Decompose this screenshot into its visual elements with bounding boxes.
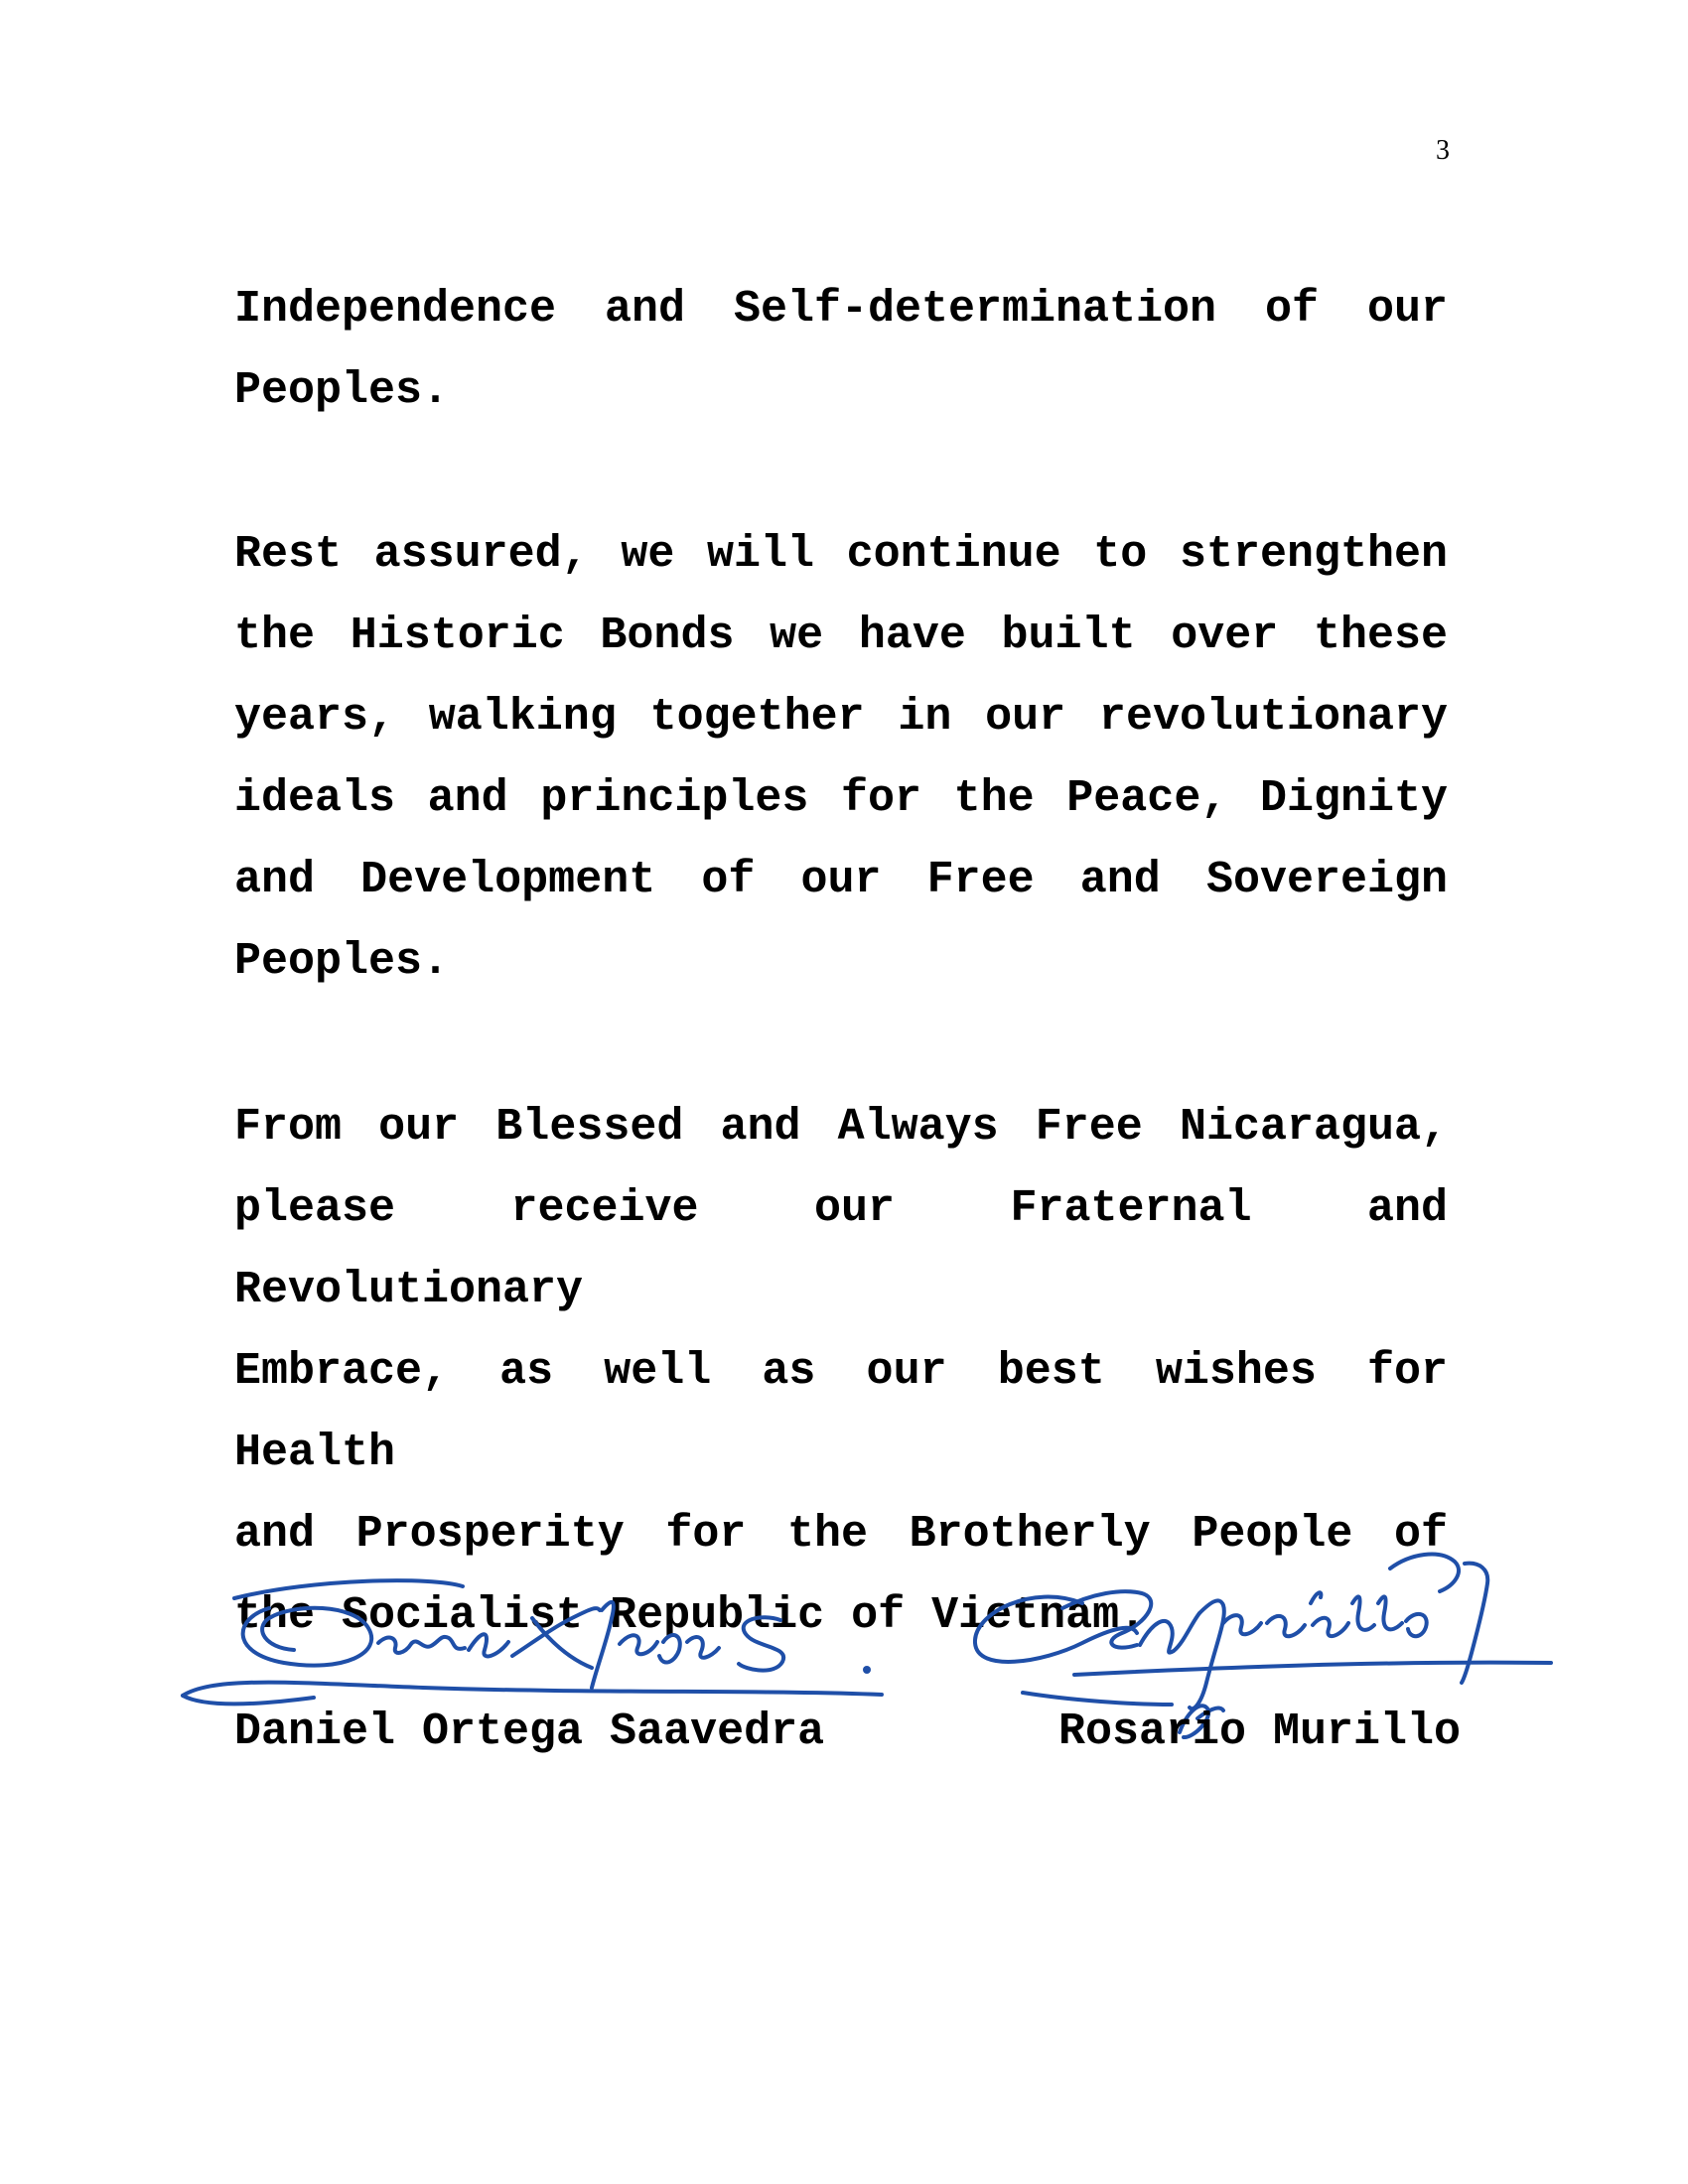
text-line: years, walking together in our revolutionary [234, 692, 1448, 743]
text-line: and Prosperity for the Brotherly People of [234, 1509, 1448, 1560]
signatory-name-2: Rosario Murillo [1058, 1706, 1462, 1757]
text-line: Peoples. [234, 365, 450, 416]
text-line: the Historic Bonds we have built over these [234, 611, 1448, 661]
text-line: From our Blessed and Always Free Nicaragua, [234, 1102, 1448, 1153]
text-line: Rest assured, we will continue to strengthen [234, 529, 1448, 580]
text-line: please receive our Fraternal and Revolutionary [234, 1183, 1448, 1315]
text-line: and Development of our Free and Sovereign [234, 855, 1448, 905]
signatory-name-1: Daniel Ortega Saavedra [234, 1706, 825, 1757]
text-line: Independence and Self-determination of our [234, 284, 1448, 335]
page-number: 3 [1436, 135, 1450, 166]
text-line: Embrace, as well as our best wishes for Health [234, 1346, 1448, 1478]
paragraph-1 [234, 269, 1448, 432]
paragraph-2 [234, 514, 1448, 1003]
text-line: the Socialist Republic of Vietnam. [234, 1590, 1147, 1641]
text-line: Peoples. [234, 936, 450, 987]
text-line: ideals and principles for the Peace, Dignity [234, 773, 1448, 824]
signature-daniel-ortega-icon [175, 1559, 900, 1717]
